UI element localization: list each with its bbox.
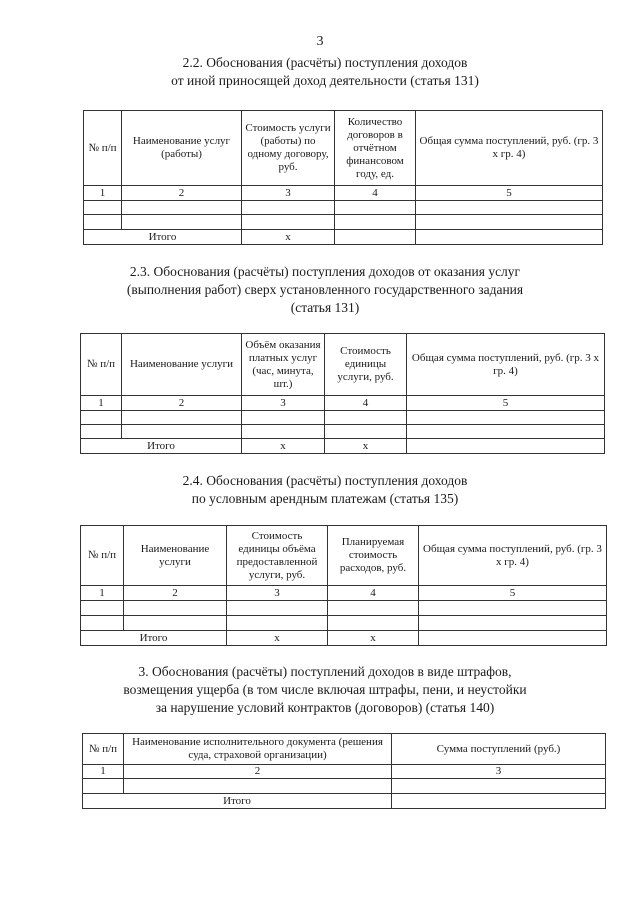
table-row xyxy=(81,601,607,616)
total-label: Итого xyxy=(84,230,242,245)
empty-cell xyxy=(81,425,122,439)
table-row xyxy=(81,616,607,631)
empty-cell xyxy=(419,616,607,631)
section-2-3-title xyxy=(60,263,590,317)
header-cell: Наименование услуги xyxy=(124,526,227,586)
header-cell: Наименование исполнительного документа (решения суда, страховой организации) xyxy=(124,734,392,765)
column-number-row xyxy=(83,765,606,779)
number-cell: 3 xyxy=(242,396,325,411)
header-cell: Общая сумма поступлений, руб. (гр. 3 х гр. 4) xyxy=(407,334,605,396)
empty-cell xyxy=(419,631,607,646)
header-cell: Общая сумма поступлений, руб. (гр. 3 х гр. 4) xyxy=(419,526,607,586)
header-cell: Стоимость услуги (работы) по одному договору, руб. xyxy=(242,111,335,186)
empty-cell xyxy=(416,215,603,230)
section-2-2-title xyxy=(60,54,590,90)
table-2-3 xyxy=(80,333,605,454)
number-cell: 3 xyxy=(392,765,606,779)
title-line: 2.3. Обоснования (расчёты) поступления доходов от оказания услуг xyxy=(129,264,521,279)
title-line: 3. Обоснования (расчёты) поступлений доходов в виде штрафов, xyxy=(138,664,512,679)
table-2-2 xyxy=(83,110,603,245)
total-row xyxy=(81,439,605,454)
header-row xyxy=(83,734,606,765)
header-cell: Планируемая стоимость расходов, руб. xyxy=(328,526,419,586)
empty-cell xyxy=(122,411,242,425)
table-row xyxy=(81,425,605,439)
header-cell: № п/п xyxy=(81,526,124,586)
header-cell: Наименование услуг (работы) xyxy=(122,111,242,186)
header-cell: Общая сумма поступлений, руб. (гр. 3 х гр. 4) xyxy=(416,111,603,186)
empty-cell xyxy=(335,215,416,230)
number-cell: 5 xyxy=(407,396,605,411)
number-cell: 1 xyxy=(81,396,122,411)
table-3 xyxy=(82,733,606,809)
number-cell: 3 xyxy=(242,186,335,201)
total-label: Итого xyxy=(81,439,242,454)
table-row xyxy=(81,411,605,425)
section-2-4-title xyxy=(60,472,590,508)
total-label: Итого xyxy=(83,794,392,809)
number-cell: 2 xyxy=(122,396,242,411)
empty-cell xyxy=(325,425,407,439)
header-cell: Сумма поступлений (руб.) xyxy=(392,734,606,765)
empty-cell xyxy=(227,601,328,616)
empty-cell xyxy=(83,779,124,794)
empty-cell xyxy=(328,601,419,616)
title-line: (выполнения работ) сверх установленного государственного задания xyxy=(126,282,524,297)
empty-cell xyxy=(81,616,124,631)
empty-cell xyxy=(124,601,227,616)
empty-cell xyxy=(416,201,603,215)
x-cell: х xyxy=(242,439,325,454)
title-line: возмещения ущерба (в том числе включая штрафы, пени, и неустойки xyxy=(123,682,527,697)
empty-cell xyxy=(328,616,419,631)
empty-cell xyxy=(124,779,392,794)
header-cell: № п/п xyxy=(84,111,122,186)
column-number-row xyxy=(81,396,605,411)
title-line: за нарушение условий контрактов (договоров) (статья 140) xyxy=(155,700,495,715)
empty-cell xyxy=(335,230,416,245)
number-cell: 5 xyxy=(416,186,603,201)
empty-cell xyxy=(325,411,407,425)
table-2-4 xyxy=(80,525,607,646)
section-3-title xyxy=(60,663,590,717)
page-number: 3 xyxy=(316,34,324,49)
empty-cell xyxy=(122,425,242,439)
table-row xyxy=(83,779,606,794)
empty-cell xyxy=(335,201,416,215)
empty-cell xyxy=(419,601,607,616)
title-line: 2.2. Обоснования (расчёты) поступления доходов xyxy=(182,55,468,70)
header-cell: Количество договоров в отчётном финансовом году, ед. xyxy=(335,111,416,186)
number-cell: 1 xyxy=(83,765,124,779)
total-row xyxy=(84,230,603,245)
empty-cell xyxy=(124,616,227,631)
empty-cell xyxy=(84,215,122,230)
x-cell: х xyxy=(227,631,328,646)
x-cell: х xyxy=(242,230,335,245)
empty-cell xyxy=(416,230,603,245)
empty-cell xyxy=(242,201,335,215)
number-cell: 4 xyxy=(325,396,407,411)
total-row xyxy=(83,794,606,809)
title-line: от иной приносящей доход деятельности (статья 131) xyxy=(171,73,479,88)
total-row xyxy=(81,631,607,646)
column-number-row xyxy=(84,186,603,201)
column-number-row xyxy=(81,586,607,601)
header-row xyxy=(81,334,605,396)
empty-cell xyxy=(227,616,328,631)
total-label: Итого xyxy=(81,631,227,646)
number-cell: 5 xyxy=(419,586,607,601)
empty-cell xyxy=(242,411,325,425)
header-row xyxy=(81,526,607,586)
header-cell: Наименование услуги xyxy=(122,334,242,396)
empty-cell xyxy=(242,215,335,230)
number-cell: 2 xyxy=(124,586,227,601)
header-row xyxy=(84,111,603,186)
number-cell: 3 xyxy=(227,586,328,601)
empty-cell xyxy=(407,425,605,439)
empty-cell xyxy=(407,439,605,454)
number-cell: 2 xyxy=(122,186,242,201)
header-cell: Стоимость единицы объёма предоставленной услуги, руб. xyxy=(227,526,328,586)
empty-cell xyxy=(81,411,122,425)
empty-cell xyxy=(81,601,124,616)
number-cell: 1 xyxy=(81,586,124,601)
header-cell: Объём оказания платных услуг (час, минута, шт.) xyxy=(242,334,325,396)
empty-cell xyxy=(392,779,606,794)
empty-cell xyxy=(242,425,325,439)
header-cell: № п/п xyxy=(81,334,122,396)
header-cell: № п/п xyxy=(83,734,124,765)
table-row xyxy=(84,201,603,215)
number-cell: 4 xyxy=(335,186,416,201)
empty-cell xyxy=(407,411,605,425)
table-row xyxy=(84,215,603,230)
title-line: (статья 131) xyxy=(290,300,360,315)
header-cell: Стоимость единицы услуги, руб. xyxy=(325,334,407,396)
empty-cell xyxy=(84,201,122,215)
title-line: 2.4. Обоснования (расчёты) поступления доходов xyxy=(182,473,468,488)
x-cell: х xyxy=(325,439,407,454)
number-cell: 4 xyxy=(328,586,419,601)
number-cell: 2 xyxy=(124,765,392,779)
title-line: по условным арендным платежам (статья 135) xyxy=(191,491,459,506)
empty-cell xyxy=(392,794,606,809)
empty-cell xyxy=(122,215,242,230)
number-cell: 1 xyxy=(84,186,122,201)
empty-cell xyxy=(122,201,242,215)
x-cell: х xyxy=(328,631,419,646)
